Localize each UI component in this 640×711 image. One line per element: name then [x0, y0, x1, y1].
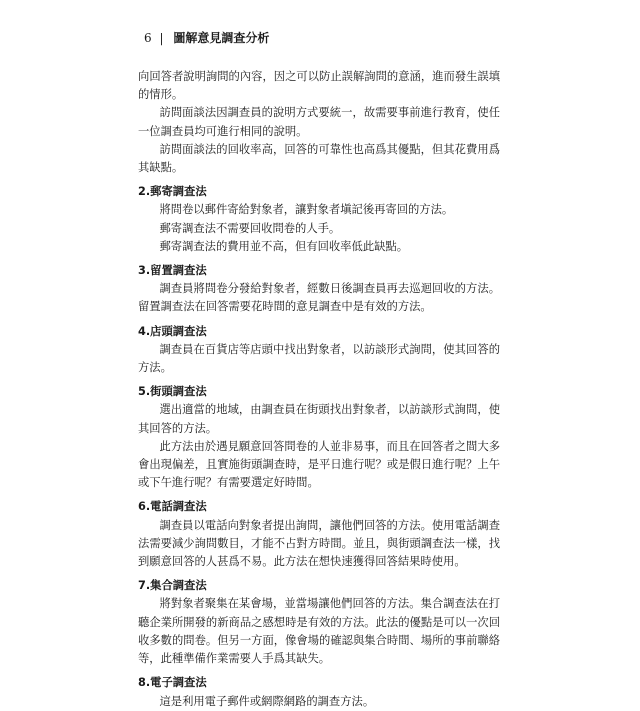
paragraph: 訪問面談法的回收率高，回答的可靠性也高爲其優點，但其花費用爲其缺點。	[138, 142, 500, 175]
section-street-survey	[138, 383, 500, 492]
section-heading: 6.電話調查法	[138, 500, 207, 514]
section-heading: 7.集合調查法	[138, 579, 207, 593]
paragraph: 郵寄調查法不需要回收問卷的人手。	[159, 221, 341, 235]
section-electronic-survey	[138, 674, 500, 710]
book-title: 圖解意見調查分析	[173, 31, 270, 45]
section-heading: 4.店頭調查法	[138, 324, 207, 338]
paragraph: 向回答者說明詢問的內容，因之可以防止誤解詢問的意涵，進而發生誤填的情形。	[138, 70, 500, 102]
header-separator: |	[159, 31, 164, 45]
paragraph: 將問卷以郵件寄給對象者，讓對象者塡記後再寄回的方法。	[159, 203, 454, 217]
page-number: 6	[144, 31, 152, 45]
paragraph: 這是利用電子郵件或網際網路的調查方法。	[159, 694, 375, 708]
paragraph: 此方法由於遇見願意回答問卷的人並非易事，而且在回答者之間大多會出現偏差，且實施街頭調查時，是平日進行呢？或是假日進行呢？上午或下午進行呢？有需要選定好時間。	[138, 439, 500, 490]
paragraph: 將對象者聚集在某會場，並當場讓他們回答的方法。集合調查法在打聽企業所開發的新商品之感想時是有效的方法。此法的優點是可以一次回收多數的問卷。但另一方面，像會場的確認與集合時間、場所的事前聯絡等，此種準備作業需要人手爲其缺失。	[138, 597, 500, 666]
paragraph: 郵寄調查法的費用並不高，但有回收率低此缺點。	[159, 239, 409, 253]
intro-block	[138, 68, 500, 177]
section-heading: 3.留置調查法	[138, 264, 207, 278]
running-header	[144, 30, 269, 46]
page-body	[138, 68, 500, 711]
paragraph: 調查員將問卷分發給對象者，經數日後調查員再去巡迴回收的方法。留置調查法在回答需要花時間的意見調查中是有效的方法。	[138, 282, 500, 314]
section-phone-survey	[138, 498, 500, 571]
section-heading: 8.電子調查法	[138, 676, 207, 690]
section-store-survey	[138, 323, 500, 378]
paragraph: 訪問面談法因調查員的說明方式要統一，故需要事前進行教育，使任一位調查員均可進行相同的說明。	[138, 106, 500, 138]
paragraph: 調查員在百貨店等店頭中找出對象者，以訪談形式詢問，使其回答的方法。	[138, 342, 500, 375]
section-group-survey	[138, 577, 500, 668]
section-mail-survey	[138, 183, 500, 256]
section-heading: 2.郵寄調查法	[138, 185, 207, 199]
section-drop-off-survey	[138, 262, 500, 317]
paragraph: 調查員以電話向對象者提出詢問，讓他們回答的方法。使用電話調查法需要減少詢問數目，才能不占對方時間。並且，與街頭調查法一樣，找到願意回答的人甚爲不易。此方法在想快速獲得回答結果時使用。	[138, 518, 500, 569]
section-heading: 5.街頭調查法	[138, 385, 207, 399]
paragraph: 選出適當的地域，由調查員在街頭找出對象者，以訪談形式詢問，使其回答的方法。	[138, 403, 500, 435]
